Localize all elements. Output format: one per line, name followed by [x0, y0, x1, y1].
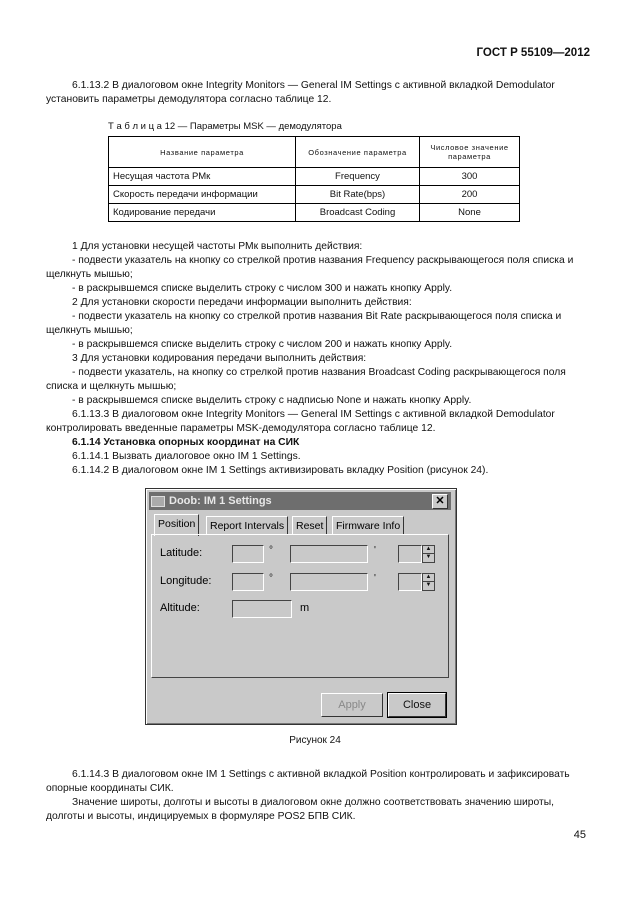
latitude-minutes-input[interactable]: [290, 545, 368, 563]
minute-symbol: ': [374, 573, 376, 584]
minute-symbol: ': [374, 545, 376, 556]
altitude-unit: m: [300, 602, 310, 614]
table-cell: 200: [420, 186, 520, 204]
close-icon[interactable]: ✕: [432, 494, 448, 509]
dialog-title-bar: [149, 492, 451, 510]
tab-firmware-info[interactable]: Firmware Info: [332, 516, 404, 535]
intro-paragraph: 6.1.13.2 В диалоговом окне Integrity Monitors — General IM Settings с активной вкладкой Demodulator установить параметры демодулятора согласно таблице 12.: [46, 80, 555, 105]
parameters-table: [108, 136, 520, 222]
table-cell: Broadcast Coding: [296, 204, 420, 222]
table-cell: Frequency: [296, 168, 420, 186]
section-paragraph: 6.1.14.2 В диалоговом окне IM 1 Settings активизировать вкладку Position (рисунок 24).: [72, 465, 489, 476]
im1-settings-dialog: [145, 488, 457, 725]
longitude-minutes-input[interactable]: [290, 573, 368, 591]
table-row: [109, 204, 520, 222]
step-paragraph: - в раскрывшемся списке выделить строку с числом 200 и нажать кнопку Apply.: [72, 339, 453, 350]
longitude-spin-button[interactable]: [422, 573, 435, 591]
tab-position[interactable]: Position: [154, 514, 199, 536]
table-cell: Кодирование передачи: [109, 204, 296, 222]
longitude-hemisphere-select[interactable]: [398, 573, 422, 591]
document-header: ГОСТ Р 55109—2012: [476, 47, 590, 59]
page-number: 45: [573, 829, 586, 841]
spin-up-icon: ▲: [423, 546, 434, 554]
step-paragraph: - подвести указатель, на кнопку со стрелкой против названия Broadcast Coding раскрывающегося поля списка и щелкнуть мышью;: [46, 367, 566, 392]
altitude-label: Altitude:: [160, 602, 200, 614]
altitude-input[interactable]: [232, 600, 292, 618]
step-paragraph: - в раскрывшемся списке выделить строку с числом 300 и нажать кнопку Apply.: [72, 283, 453, 294]
table-row: [109, 186, 520, 204]
apply-button[interactable]: Apply: [321, 693, 383, 717]
table-header-cell: Название параметра: [109, 137, 296, 168]
position-panel: [151, 534, 449, 678]
step-paragraph: - в раскрывшемся списке выделить строку с надписью None и нажать кнопку Apply.: [72, 395, 472, 406]
latitude-hemisphere-select[interactable]: [398, 545, 422, 563]
table-cell: Скорость передачи информации: [109, 186, 296, 204]
latitude-spin-button[interactable]: [422, 545, 435, 563]
tab-report-intervals[interactable]: Report Intervals: [206, 516, 288, 535]
table-caption: Т а б л и ц а 12 — Параметры MSK — демодулятора: [108, 121, 342, 132]
table-row: [109, 168, 520, 186]
table-cell: Несущая частота РМк: [109, 168, 296, 186]
latitude-label: Latitude:: [160, 547, 203, 559]
closing-paragraph: 6.1.14.3 В диалоговом окне IM 1 Settings с активной вкладкой Position контролировать и зафиксировать опорные координаты СИК.: [46, 769, 570, 794]
step-paragraph: 6.1.13.3 В диалоговом окне Integrity Monitors — General IM Settings с активной вкладкой Demodulator контролировать введенные параметры MSK-демодулятора согласно таблице 12.: [46, 409, 555, 434]
degree-symbol: °: [269, 573, 273, 584]
step-paragraph: 2 Для установки скорости передачи информации выполнить действия:: [72, 297, 412, 308]
table-cell: None: [420, 204, 520, 222]
spin-down-icon: ▼: [425, 554, 432, 560]
table-cell: 300: [420, 168, 520, 186]
table-cell: Bit Rate(bps): [296, 186, 420, 204]
section-paragraph: 6.1.14.1 Вызвать диалоговое окно IM 1 Settings.: [72, 451, 301, 462]
tab-reset[interactable]: Reset: [292, 516, 327, 535]
longitude-label: Longitude:: [160, 575, 212, 587]
system-menu-icon[interactable]: [151, 496, 165, 507]
longitude-degrees-input[interactable]: [232, 573, 264, 591]
close-button[interactable]: Close: [388, 693, 446, 717]
section-heading: 6.1.14 Установка опорных координат на СИК: [72, 437, 300, 448]
table-header-cell: Числовое значение параметра: [420, 137, 520, 168]
table-header-row: [109, 137, 520, 168]
step-paragraph: - подвести указатель на кнопку со стрелкой против названия Bit Rate раскрывающегося поля списка и щелкнуть мышью;: [46, 311, 562, 336]
closing-paragraph: Значение широты, долготы и высоты в диалоговом окне должно соответствовать значению широты, долготы и высоты, индицируемых в формуляре POS2 БПВ СИК.: [46, 797, 555, 822]
spin-up-icon: ▲: [423, 574, 434, 582]
degree-symbol: °: [269, 545, 273, 556]
spin-down-icon: ▼: [425, 582, 432, 588]
table-header-cell: Обозначение параметра: [296, 137, 420, 168]
step-paragraph: 1 Для установки несущей частоты РМк выполнить действия:: [72, 241, 363, 252]
step-paragraph: 3 Для установки кодирования передачи выполнить действия:: [72, 353, 367, 364]
dialog-title: Doob: IM 1 Settings: [169, 495, 272, 507]
figure-caption: Рисунок 24: [289, 735, 341, 746]
latitude-degrees-input[interactable]: [232, 545, 264, 563]
step-paragraph: - подвести указатель на кнопку со стрелкой против названия Frequency раскрывающегося поля списка и щелкнуть мышью;: [46, 255, 574, 280]
